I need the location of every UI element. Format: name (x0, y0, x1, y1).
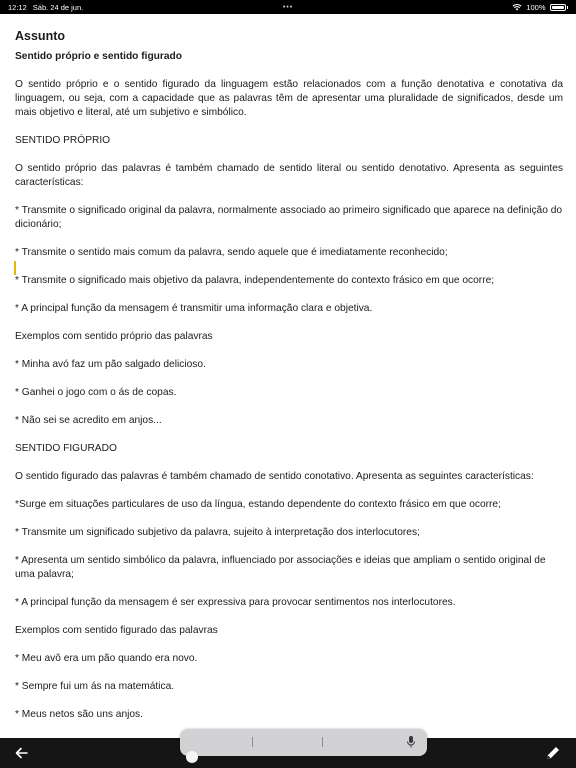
example-item: * Meu avô era um pão quando era novo. (15, 653, 198, 664)
text-cursor (14, 261, 16, 275)
status-right (512, 3, 568, 12)
example-item: * Sempre fui um ás na matemática. (15, 681, 175, 692)
list-item: * Transmite o significado mais objetivo da palavra, independentemente do contexto frásico em que ocorre; (15, 275, 495, 286)
examples-heading-figurado: Exemplos com sentido figurado das palavras (15, 625, 218, 636)
example-item: * Ganhei o jogo com o ás de copas. (15, 387, 177, 398)
multitasking-dots[interactable]: ••• (282, 3, 294, 11)
status-left (8, 3, 83, 12)
section-heading-proprio: SENTIDO PRÓPRIO (15, 135, 111, 146)
status-date: Sáb. 24 de jun. (32, 2, 84, 12)
list-item: * Transmite o significado original da palavra, normalmente associado ao primeiro significado que aparece na definição do dicionário; (15, 205, 563, 230)
arrow-left-icon[interactable] (12, 744, 32, 762)
separator (322, 737, 323, 747)
figurado-description: O sentido figurado das palavras é também chamado de sentido conotativo. Apresenta as seguintes características: (15, 471, 534, 482)
pencil-icon[interactable] (544, 744, 562, 762)
wifi-icon (512, 3, 522, 11)
example-item: * Meus netos são uns anjos. (15, 709, 143, 720)
document-body[interactable] (15, 28, 563, 736)
separator (252, 737, 253, 747)
microphone-icon[interactable] (405, 735, 417, 749)
example-item: * Não sei se acredito em anjos... (15, 415, 162, 426)
example-item: * Minha avó faz um pão salgado delicioso. (15, 359, 206, 370)
examples-heading-proprio: Exemplos com sentido próprio das palavras (15, 331, 213, 342)
status-bar (0, 0, 576, 14)
scroll-knob[interactable] (186, 751, 198, 763)
document-title: Assunto (15, 29, 65, 43)
battery-percent: 100% (526, 2, 546, 12)
proprio-description: O sentido próprio das palavras é também chamado de sentido literal ou sentido denotativo. Apresenta as seguintes características: (15, 163, 563, 188)
document-subtitle: Sentido próprio e sentido figurado (15, 51, 182, 62)
battery-icon (550, 4, 566, 11)
keyboard-shortcut-bar[interactable] (180, 729, 427, 756)
intro-paragraph: O sentido próprio e o sentido figurado da linguagem estão relacionados com a função denotativa e conotativa da linguagem, ou seja, com a capacidade que as palavras têm de apresentar uma pluralidade de significados, desde um mais objetivo e literal, até um subjetivo e simbólico. (15, 79, 563, 118)
status-time: 12:12 (8, 2, 27, 12)
list-item: * A principal função da mensagem é transmitir uma informação clara e objetiva. (15, 303, 373, 314)
section-heading-figurado: SENTIDO FIGURADO (15, 443, 117, 454)
list-item: * A principal função da mensagem é ser expressiva para provocar sentimentos nos interlocutores. (15, 597, 456, 608)
list-item: * Apresenta um sentido simbólico da palavra, influenciado por associações e ideias que ampliam o sentido original de uma palavra; (15, 555, 546, 580)
battery-nub (567, 6, 569, 9)
list-item: *Surge em situações particulares de uso da língua, estando dependente do contexto frásico em que ocorre; (15, 499, 501, 510)
list-item: * Transmite um significado subjetivo da palavra, sujeito à interpretação dos interlocutores; (15, 527, 420, 538)
list-item: * Transmite o sentido mais comum da palavra, sendo aquele que é imediatamente reconhecido; (15, 247, 448, 258)
